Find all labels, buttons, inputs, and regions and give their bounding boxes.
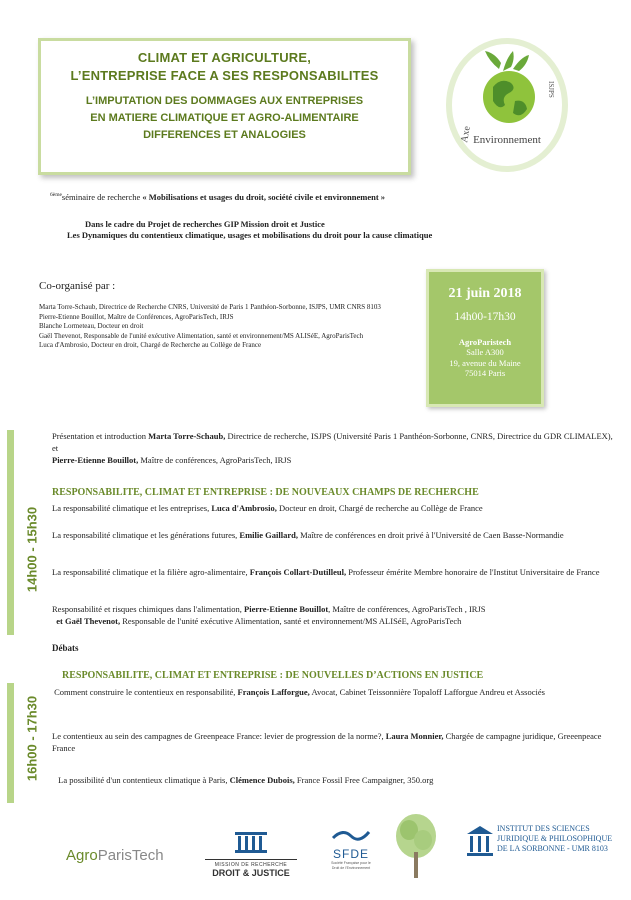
event-info-box [426, 269, 544, 407]
talk-speaker: Emilie Gaillard, [239, 530, 298, 540]
event-date: 21 juin 2018 [448, 286, 522, 301]
seminar-title: « Mobilisations et usages du droit, société civile et environnement » [142, 192, 386, 202]
title-line-1: CLIMAT ET AGRICULTURE, [137, 50, 312, 65]
event-venue: AgroParistech [458, 337, 512, 347]
mdj-line-1: MISSION DE RECHERCHE [205, 859, 297, 868]
section2-talk [56, 774, 620, 786]
intro-rest-1: Directrice de recherche, ISJPS (Université Paris 1 Panthéon-Sorbonne, CNRS, Directrice du GDR CLIMALEX), et [52, 431, 613, 453]
intro-name-2: Pierre-Etienne Bouillot, [52, 455, 139, 465]
talk-topic: La possibilité d'un contentieux climatique à Paris, [58, 775, 228, 785]
sfde-wave-icon [331, 828, 371, 842]
sfde-sub-2: Droit de l'Environnement [331, 866, 371, 870]
talk-affiliation: Professeur émérite Membre honoraire de l'Institut Universitaire de France [348, 567, 600, 577]
sfde-name: SFDE [332, 847, 369, 861]
talk-speaker: Laura Monnier, [385, 731, 444, 741]
seminar-text: séminaire de recherche [61, 192, 141, 202]
mission-droit-justice-logo [205, 828, 297, 878]
columns-icon [231, 828, 271, 854]
intro-rest-2: Maître de conférences, AgroParisTech, IRJS [140, 455, 292, 465]
globe-icon [483, 71, 535, 123]
talk-speaker: Pierre-Etienne Bouillot [244, 604, 329, 614]
session1-time-label: 14h00 - 15h30 [24, 506, 40, 593]
tree-icon [393, 812, 439, 880]
agroparistech-logo-rest: ParisTech [97, 847, 164, 864]
axe-logo-right-text: ISJPS [547, 81, 555, 98]
talk-speaker: François Collart-Dutilleul, [249, 567, 347, 577]
section1-talk [52, 529, 620, 541]
intro-pre: Présentation et introduction [52, 431, 146, 441]
event-time: 14h00-17h30 [454, 311, 516, 323]
coorganisers-title: Co-organisé par : [39, 280, 116, 292]
talk-topic: La responsabilité climatique et les générations futures, [52, 530, 238, 540]
talk-affiliation: Docteur en droit, Chargé de recherche au Collège de France [278, 503, 483, 513]
project-line-2: Les Dynamiques du contentieux climatique, usages et mobilisations du droit pour la cause climatique [67, 230, 433, 240]
title-box [38, 38, 411, 175]
section1-talk [52, 566, 620, 578]
intro-paragraph [52, 430, 620, 466]
sfde-logo [322, 828, 380, 871]
session1-sidebar [7, 430, 14, 635]
seminar-line [50, 192, 610, 202]
section1-talk [52, 502, 620, 514]
coorganiser-item: Blanche Lormeteau, Docteur en droit [39, 322, 144, 331]
temple-icon [465, 824, 495, 861]
talk-affiliation: Maître de conférences en droit privé à l'Université de Caen Basse-Normandie [300, 530, 564, 540]
talk-affiliation: Avocat, Cabinet Teissonnière Topaloff Lafforgue Andreu et Associés [311, 687, 545, 697]
talk-affiliation: France Fossil Free Campaigner, 350.org [296, 775, 434, 785]
talk-affiliation-2: Responsable de l'unité exécutive Alimentation, santé et environnement/MS ALISéE, AgroParisTech [122, 616, 462, 626]
sfde-sub-1: Société Française pour le [331, 861, 371, 865]
talk-speaker: Clémence Dubois, [229, 775, 295, 785]
talk-speaker: François Lafforgue, [237, 687, 310, 697]
axe-logo-left-text: Axe [459, 125, 473, 144]
session2-sidebar [7, 683, 14, 803]
axe-environnement-logo [433, 25, 581, 177]
intro-name-1: Marta Torre-Schaub, [148, 431, 226, 441]
talk-speaker: Luca d'Ambrosio, [211, 503, 277, 513]
talk-topic: Le contentieux au sein des campagnes de Greenpeace France: levier de progression de la norme?, [52, 731, 384, 741]
mdj-line-2: DROIT & JUSTICE [212, 868, 290, 878]
agroparistech-logo-agro: Agro [66, 847, 98, 864]
section1-title: RESPONSABILITE, CLIMAT ET ENTREPRISE : DE NOUVEAUX CHAMPS DE RECHERCHE [52, 487, 479, 498]
coorganiser-item: Luca d'Ambrosio, Docteur en droit, Chargé de Recherche au Collège de France [39, 341, 262, 350]
section2-title: RESPONSABILITE, CLIMAT ET ENTREPRISE : DE NOUVELLES D’ACTIONS EN JUSTICE [62, 670, 484, 681]
section1-talk [52, 603, 620, 627]
coorganiser-item: Pierre-Etienne Bouillot, Maître de Conférences, AgroParisTech, IRJS [39, 312, 234, 321]
talk-speaker-2: et Gaël Thevenot, [56, 616, 121, 626]
talk-affiliation: , Maître de conférences, AgroParisTech , IRJS [328, 604, 486, 614]
subtitle-line-2: EN MATIERE CLIMATIQUE ET AGRO-ALIMENTAIRE [90, 112, 359, 124]
subtitle-line-3: DIFFERENCES ET ANALOGIES [143, 129, 306, 141]
coorganiser-item: Marta Torre-Schaub, Directrice de Recherche CNRS, Université de Paris 1 Panthéon-Sorbonne, ISJPS, UMR CNRS 8103 [39, 303, 381, 311]
isjps-logo [465, 824, 625, 861]
event-room: Salle A300 [466, 347, 504, 357]
event-city: 75014 Paris [464, 368, 506, 378]
debats-label: Débats [52, 643, 79, 653]
talk-topic: La responsabilité climatique et la filière agro-alimentaire, [52, 567, 248, 577]
isjps-line-2: JURIDIQUE & PHILOSOPHIQUE [497, 834, 613, 843]
project-line-1: Dans le cadre du Projet de recherches GIP Mission droit et Justice [85, 219, 325, 229]
coorganiser-item: Gaël Thevenot, Responsable de l'unité exécutive Alimentation, santé et environnement/MS ALISéE, AgroParisTech [39, 331, 364, 340]
isjps-line-3: DE LA SORBONNE - UMR 8103 [497, 844, 608, 853]
coorganisers-list [39, 303, 414, 351]
axe-logo-bottom-text: Environnement [473, 134, 541, 146]
talk-topic: Comment construire le contentieux en responsabilité, [54, 687, 236, 697]
talk-topic: La responsabilité climatique et les entreprises, [52, 503, 210, 513]
project-block [67, 219, 625, 241]
section2-talk [52, 686, 620, 698]
isjps-line-1: INSTITUT DES SCIENCES [497, 824, 590, 833]
agroparistech-logo [66, 847, 164, 864]
section2-talk [52, 730, 620, 754]
seminar-ordinal: 6ème [50, 192, 62, 199]
title-line-2: L’ENTREPRISE FACE A SES RESPONSABILITES [70, 68, 379, 83]
session2-time-label: 16h00 - 17h30 [24, 695, 40, 782]
event-street: 19, avenue du Maine [449, 357, 521, 368]
subtitle-line-1: L’IMPUTATION DES DOMMAGES AUX ENTREPRISES [85, 95, 364, 107]
talk-affiliation: Chargée de campagne juridique, Greeenpeace France [52, 731, 602, 753]
talk-topic: Responsabilité et risques chimiques dans l'alimentation, [52, 604, 242, 614]
